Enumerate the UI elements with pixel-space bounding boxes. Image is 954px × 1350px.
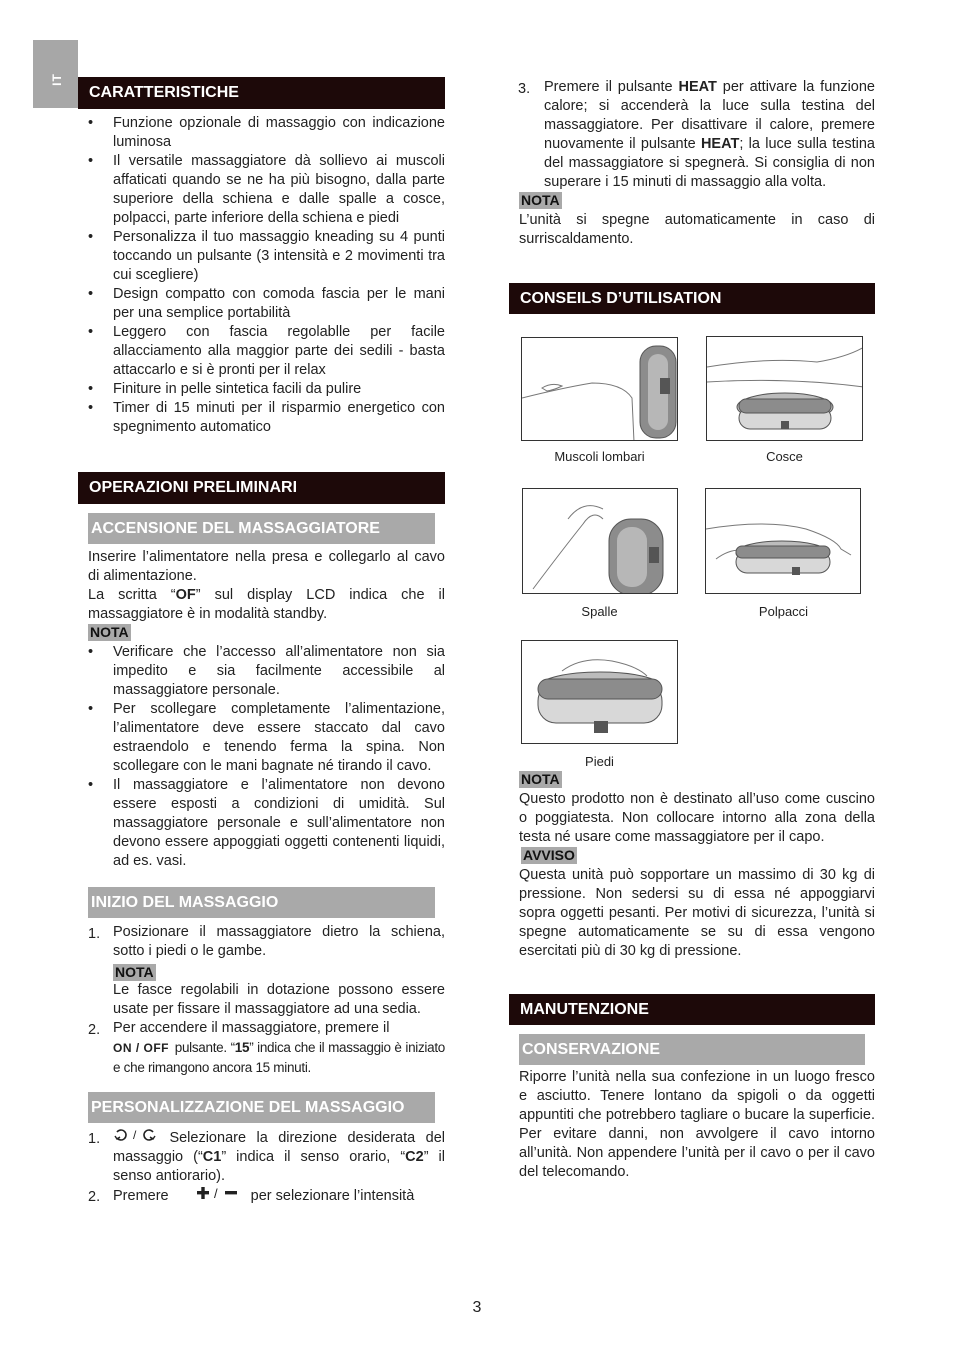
right-column xyxy=(509,78,875,1182)
language-tab xyxy=(33,40,78,108)
features-list xyxy=(78,114,445,437)
usage-illustrations xyxy=(509,314,875,769)
subheading-accensione: ACCENSIONE DEL MASSAGGIATORE xyxy=(88,513,435,544)
illustration-feet xyxy=(521,640,678,744)
list-item: • Personalizza il tuo massaggio kneading su 4 punti toccando un pulsante (3 intensità e 2 movimenti tra cui scegliere) xyxy=(78,228,445,285)
section-heading-caratteristiche: CARATTERISTICHE xyxy=(78,77,445,109)
nota-label: NOTA xyxy=(521,771,560,787)
illustration-shoulders xyxy=(522,488,678,594)
list-item: • Verificare che l’accesso all’alimentatore non sia impedito e sia facilmente accessibile al massaggiatore personale. xyxy=(78,643,445,700)
steps-continued xyxy=(509,78,875,192)
step-item: 2. Premere / per selezionare l’intensità xyxy=(88,1186,415,1205)
rotation-direction-icon xyxy=(113,1128,159,1148)
step-item: 3. Premere il pulsante HEAT per attivare la funzione calore; si accenderà la luce sulla testina del massaggiatore. Per disattivare il calore, premere nuovamente il pulsante HEAT; la luce sulla testina del massaggiatore si spegnerà. Si consiglia di non superare i 15 minuti di massaggio alla volta. xyxy=(518,79,875,190)
paragraph: Riporre l’unità nella sua confezione in un luogo fresco e asciutto. Tenere lontano da spigoli o da oggetti appuntiti che potrebbero tagliare o bucare la superficie. Per evitare danni, non avvolgere il cavo intorno all’unità. Non appendere l’unità per il cavo o per il cavo del telecomando. xyxy=(519,1069,875,1180)
avviso-label: AVVISO xyxy=(523,847,575,863)
caption-calves: Polpacci xyxy=(758,604,809,619)
nota-text: L’unità si spegne automaticamente in caso di surriscaldamento. xyxy=(519,212,875,247)
list-item: • Il versatile massaggiatore dà sollievo ai muscoli affaticati quando se ne ha più bisogno, dalla parte superiore della schiena e dalle spalle a cosce, polpacci, parte inferiore della schiena e piedi xyxy=(78,152,445,228)
nota-label: NOTA xyxy=(115,964,154,980)
list-item: • Il massaggiatore e l’alimentatore non devono essere esposti a condizioni di umidità. Sul massaggiatore personale e sull’alimentatore non devono essere appoggiati oggetti contenenti liquidi, ad es. vasi. xyxy=(78,776,445,871)
language-code: IT xyxy=(49,73,64,86)
step-item: 1. / Selezionare la direzione desiderata del massaggio (“C1” indica il senso orario, “C2” il senso antiorario). xyxy=(88,1128,445,1184)
steps-inizio xyxy=(78,923,445,1078)
caption-lower-back: Muscoli lombari xyxy=(554,449,645,464)
svg-text:/: / xyxy=(133,1128,137,1142)
on-off-icon: ON / OFF xyxy=(113,1040,169,1055)
subheading-conservazione: CONSERVAZIONE xyxy=(519,1034,865,1065)
section-heading-operazioni: OPERAZIONI PRELIMINARI xyxy=(78,472,445,504)
nota-label: NOTA xyxy=(90,624,129,640)
section-heading-conseils: CONSEILS D’UTILISATION xyxy=(509,283,875,314)
illustration-calves xyxy=(705,488,861,594)
list-item: • Finiture in pelle sintetica facili da pulire xyxy=(78,380,445,399)
nota-text: Questo prodotto non è destinato all’uso come cuscino o poggiatesta. Non collocare intorno alla zona della testa né usare come massaggiatore per il capo. xyxy=(519,791,875,845)
svg-text:/: / xyxy=(213,1186,218,1200)
nota-text: Le fasce regolabili in dotazione possono essere usate per fissare il massaggiatore ad una sedia. xyxy=(113,982,445,1017)
nota-list xyxy=(78,643,445,871)
step-item: 2. Per accendere il massaggiatore, premere il ON / OFF pulsante. “15” indica che il massaggio è iniziato e che rimangono ancora 15 minuti. xyxy=(88,1020,445,1075)
paragraph: Inserire l’alimentatore nella presa e collegarlo al cavo di alimentazione. xyxy=(88,549,445,584)
list-item: • Design compatto con comoda fascia per le mani per una semplice portabilità xyxy=(78,285,445,323)
nota-label: NOTA xyxy=(521,192,560,208)
page-number: 3 xyxy=(472,1299,482,1316)
list-item: • Funzione opzionale di massaggio con indicazione luminosa xyxy=(78,114,445,152)
subheading-personalizzazione: PERSONALIZZAZIONE DEL MASSAGGIO xyxy=(88,1092,435,1123)
plus-minus-icon xyxy=(197,1186,239,1206)
list-item: • Per scollegare completamente l’alimentazione, l’alimentatore deve essere staccato dal cavo estraendolo e tenendo ferma la spina. Non scollegare con le mani bagnate né tirando il cavo. xyxy=(78,700,445,776)
caption-shoulders: Spalle xyxy=(581,604,618,619)
list-item: • Timer di 15 minuti per il risparmio energetico con spegnimento automatico xyxy=(78,399,445,437)
caption-feet: Piedi xyxy=(585,754,614,769)
section-heading-manutenzione: MANUTENZIONE xyxy=(509,994,875,1025)
left-column xyxy=(78,77,445,1206)
subheading-inizio: INIZIO DEL MASSAGGIO xyxy=(88,887,435,918)
avviso-text: Questa unità può sopportare un massimo di 30 kg di pressione. Non sedersi su di essa né appoggiarvi sopra oggetti pesanti. Per motivi di sicurezza, l’unità si spegne automaticamente se su di essa vengono esercitati più di 30 kg di pressione. xyxy=(519,867,875,959)
steps-personalizzazione xyxy=(78,1128,445,1206)
caption-thighs: Cosce xyxy=(766,449,803,464)
paragraph: La scritta “OF” sul display LCD indica che il massaggiatore è in modalità standby. xyxy=(88,587,446,622)
illustration-thighs xyxy=(706,336,863,441)
list-item: • Leggero con fascia regolablle per facile allacciamento alla maggior parte dei sedili - basta attaccarlo e si è pronti per il relax xyxy=(78,323,445,380)
step-item: 1. Posizionare il massaggiatore dietro la schiena, sotto i piedi o le gambe. NOTA Le fasce regolabili in dotazione possono essere usate per fissare il massaggiatore ad una sedia. xyxy=(88,924,445,1017)
illustration-lower-back xyxy=(521,337,678,441)
